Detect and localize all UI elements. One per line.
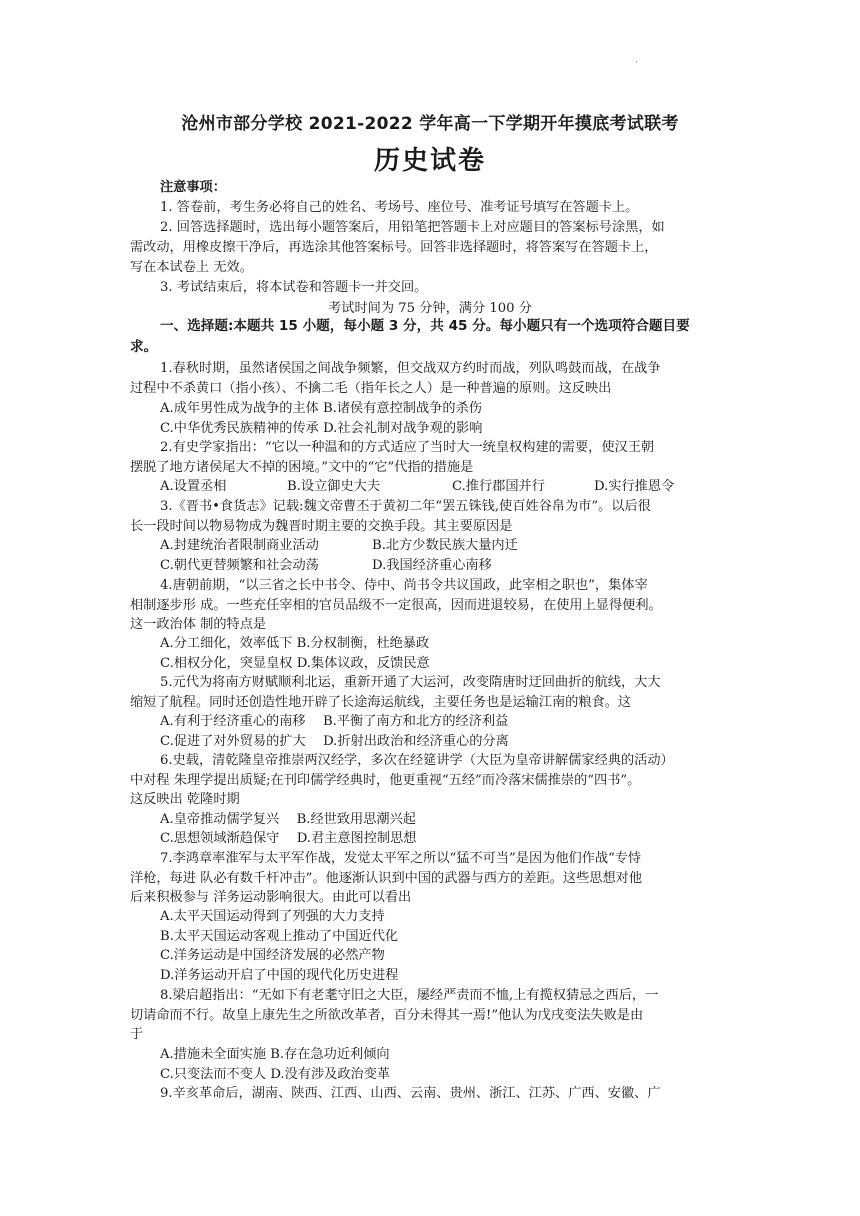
q3-option-a: A.封建统治者限制商业活动 [160,538,319,553]
q6-options-cd: C.思想领域渐趋保守 D.君主意图控制思想 [160,831,417,846]
note-3: 3. 考试结束后，将本试卷和答题卡一并交回。 [160,280,428,295]
q8-options-cd: C.只变法而不变人 D.没有涉及政治变革 [160,1067,391,1082]
q7-option-b: B.太平天国运动客观上推动了中国近代化 [160,929,399,944]
q8-stem-line-1: 8.梁启超指出：“无如下有老耄守旧之大臣，屡经严责而不恤,上有揽权猜忌之西后，一 [160,988,659,1003]
q5-options-cd: C.促进了对外贸易的扩大 D.折射出政治和经济重心的分离 [160,734,509,749]
q2-option-c: C.推行郡国并行 [452,479,545,494]
notes-heading: 注意事项： [160,180,226,195]
note-2-line-3: 写在本试卷上 无效。 [130,260,253,275]
q3-stem-line-2: 长一段时间以物易物成为魏晋时期主要的交换手段。其主要原因是 [130,519,513,534]
q5-stem-line-1: 5.元代为将南方财赋顺利北运，重新开通了大运河，改变隋唐时迂回曲折的航线，大大 [160,675,661,690]
q5-options-ab: A.有利于经济重心的南移 B.平衡了南方和北方的经济利益 [160,714,509,729]
q6-stem-line-3: 这反映出 乾隆时期 [130,792,240,807]
q6-stem-line-2: 中对程 朱理学提出质疑;在刊印儒学经典时，他更重视“五经”而冷落宋儒推崇的“四书”。 [130,773,641,788]
q3-option-c: C.朝代更替频繁和社会动荡 [160,558,319,573]
note-2-line-2: 需改动，用橡皮擦干净后，再选涂其他答案标号。回答非选择题时，将答案写在答题卡上， [130,240,658,255]
q1-stem-line-2: 过程中不杀黄口（指小孩）、不擒二毛（指年长之人）是一种普遍的原则。这反映出 [130,381,612,396]
q8-stem-line-3: 于 [130,1027,144,1042]
q6-stem-line-1: 6.史载，清乾隆皇帝推崇两汉经学，多次在经筵讲学（大臣为皇帝讲解儒家经典的活动） [160,753,674,768]
q1-options-cd: C.中华优秀民族精神的传承 D.社会礼制对战争观的影响 [160,421,483,436]
q7-stem-line-1: 7.李鸿章率淮军与太平军作战，发觉太平军之所以“猛不可当”是因为他们作战“专恃 [160,851,642,866]
q4-stem-line-1: 4.唐朝前期，“以三省之长中书令、侍中、尚书令共议国政，此宰相之职也”，集体宰 [160,578,648,593]
q7-stem-line-2: 洋枪，每进 队必有数千杆冲击”。他逐渐认识到中国的武器与西方的差距。这些思想对他 [130,871,643,886]
q1-stem-line-1: 1.春秋时期，虽然诸侯国之间战争频繁，但交战双方约时而战，列队鸣鼓而战，在战争 [160,361,661,376]
q7-option-a: A.太平天国运动得到了列强的大力支持 [160,909,385,924]
section-heading-line-2: 求。 [130,339,158,355]
q7-option-c: C.洋务运动是中国经济发展的必然产物 [160,948,385,963]
exam-time: 考试时间为 75 分钟，满分 100 分 [328,301,532,316]
q4-stem-line-2: 相制逐步形 成。一些充任宰相的官员品级不一定很高，因而进退较易，在使用上显得便利。 [130,598,662,613]
q2-stem-line-2: 摆脱了地方诸侯尾大不掉的困境。”文中的“它”代指的措施是 [130,460,474,475]
note-2-line-1: 2. 回答选择题时，选出每小题答案后，用铅笔把答题卡上对应题目的答案标号涂黑，如 [160,220,665,235]
q1-options-ab: A.成年男性成为战争的主体 B.诸侯有意控制战争的杀伤 [160,401,482,416]
subject-title: 历史试卷 [373,146,486,176]
q2-stem-line-1: 2.有史学家指出：“它以一种温和的方式适应了当时大一统皇权构建的需要，使汉王朝 [160,440,655,455]
q7-option-d: D.洋务运动开启了中国的现代化历史进程 [160,968,399,983]
q2-option-b: B.设立御史大夫 [287,479,381,494]
corner-dot: · [635,58,638,68]
q6-options-ab: A.皇帝推动儒学复兴 B.经世致用思潮兴起 [160,812,416,827]
q7-stem-line-3: 后来积极参与 洋务运动影响很大。由此可以看出 [130,890,412,905]
q9-stem-line-1: 9.辛亥革命后，湖南、陕西、江西、山西、云南、贵州、浙江、江苏、广西、安徽、广 [160,1086,661,1101]
q3-option-d: D.我国经济重心南移 [372,558,492,573]
exam-title: 沧州市部分学校 2021-2022 学年高一下学期开年摸底考试联考 [181,114,679,134]
section-heading-line-1: 一、选择题:本题共 15 小题，每小题 3 分，共 45 分。每小题只有一个选项符合题目要 [160,318,690,334]
q2-option-a: A.设置丞相 [160,479,227,494]
note-1: 1. 答卷前，考生务必将自己的姓名、考场号、座位号、准考证号填写在答题卡上。 [160,200,639,215]
q3-stem-line-1: 3.《晋书•食货志》记载:魏文帝曹丕于黄初二年“罢五铢钱,使百姓谷帛为市”。以后很 [160,499,651,514]
q4-options-ab: A.分工细化，效率低下 B.分权制衡，杜绝暴政 [160,636,430,651]
q5-stem-line-2: 缩短了航程。同时还创造性地开辟了长途海运航线，主要任务也是运输江南的粮食。这 [130,695,632,710]
q2-option-d: D.实行推恩令 [594,479,675,494]
q3-option-b: B.北方少数民族大量内迁 [372,538,518,553]
q4-stem-line-3: 这一政治体 制的特点是 [130,617,267,632]
q8-stem-line-2: 切请命而不行。故皇上康先生之所欲改革者，百分未得其一焉!”他认为戊戌变法失败是由 [130,1008,644,1023]
q4-options-cd: C.相权分化，突显皇权 D.集体议政，反馈民意 [160,656,430,671]
q8-options-ab: A.措施未全面实施 B.存在急功近利倾向 [160,1047,390,1062]
